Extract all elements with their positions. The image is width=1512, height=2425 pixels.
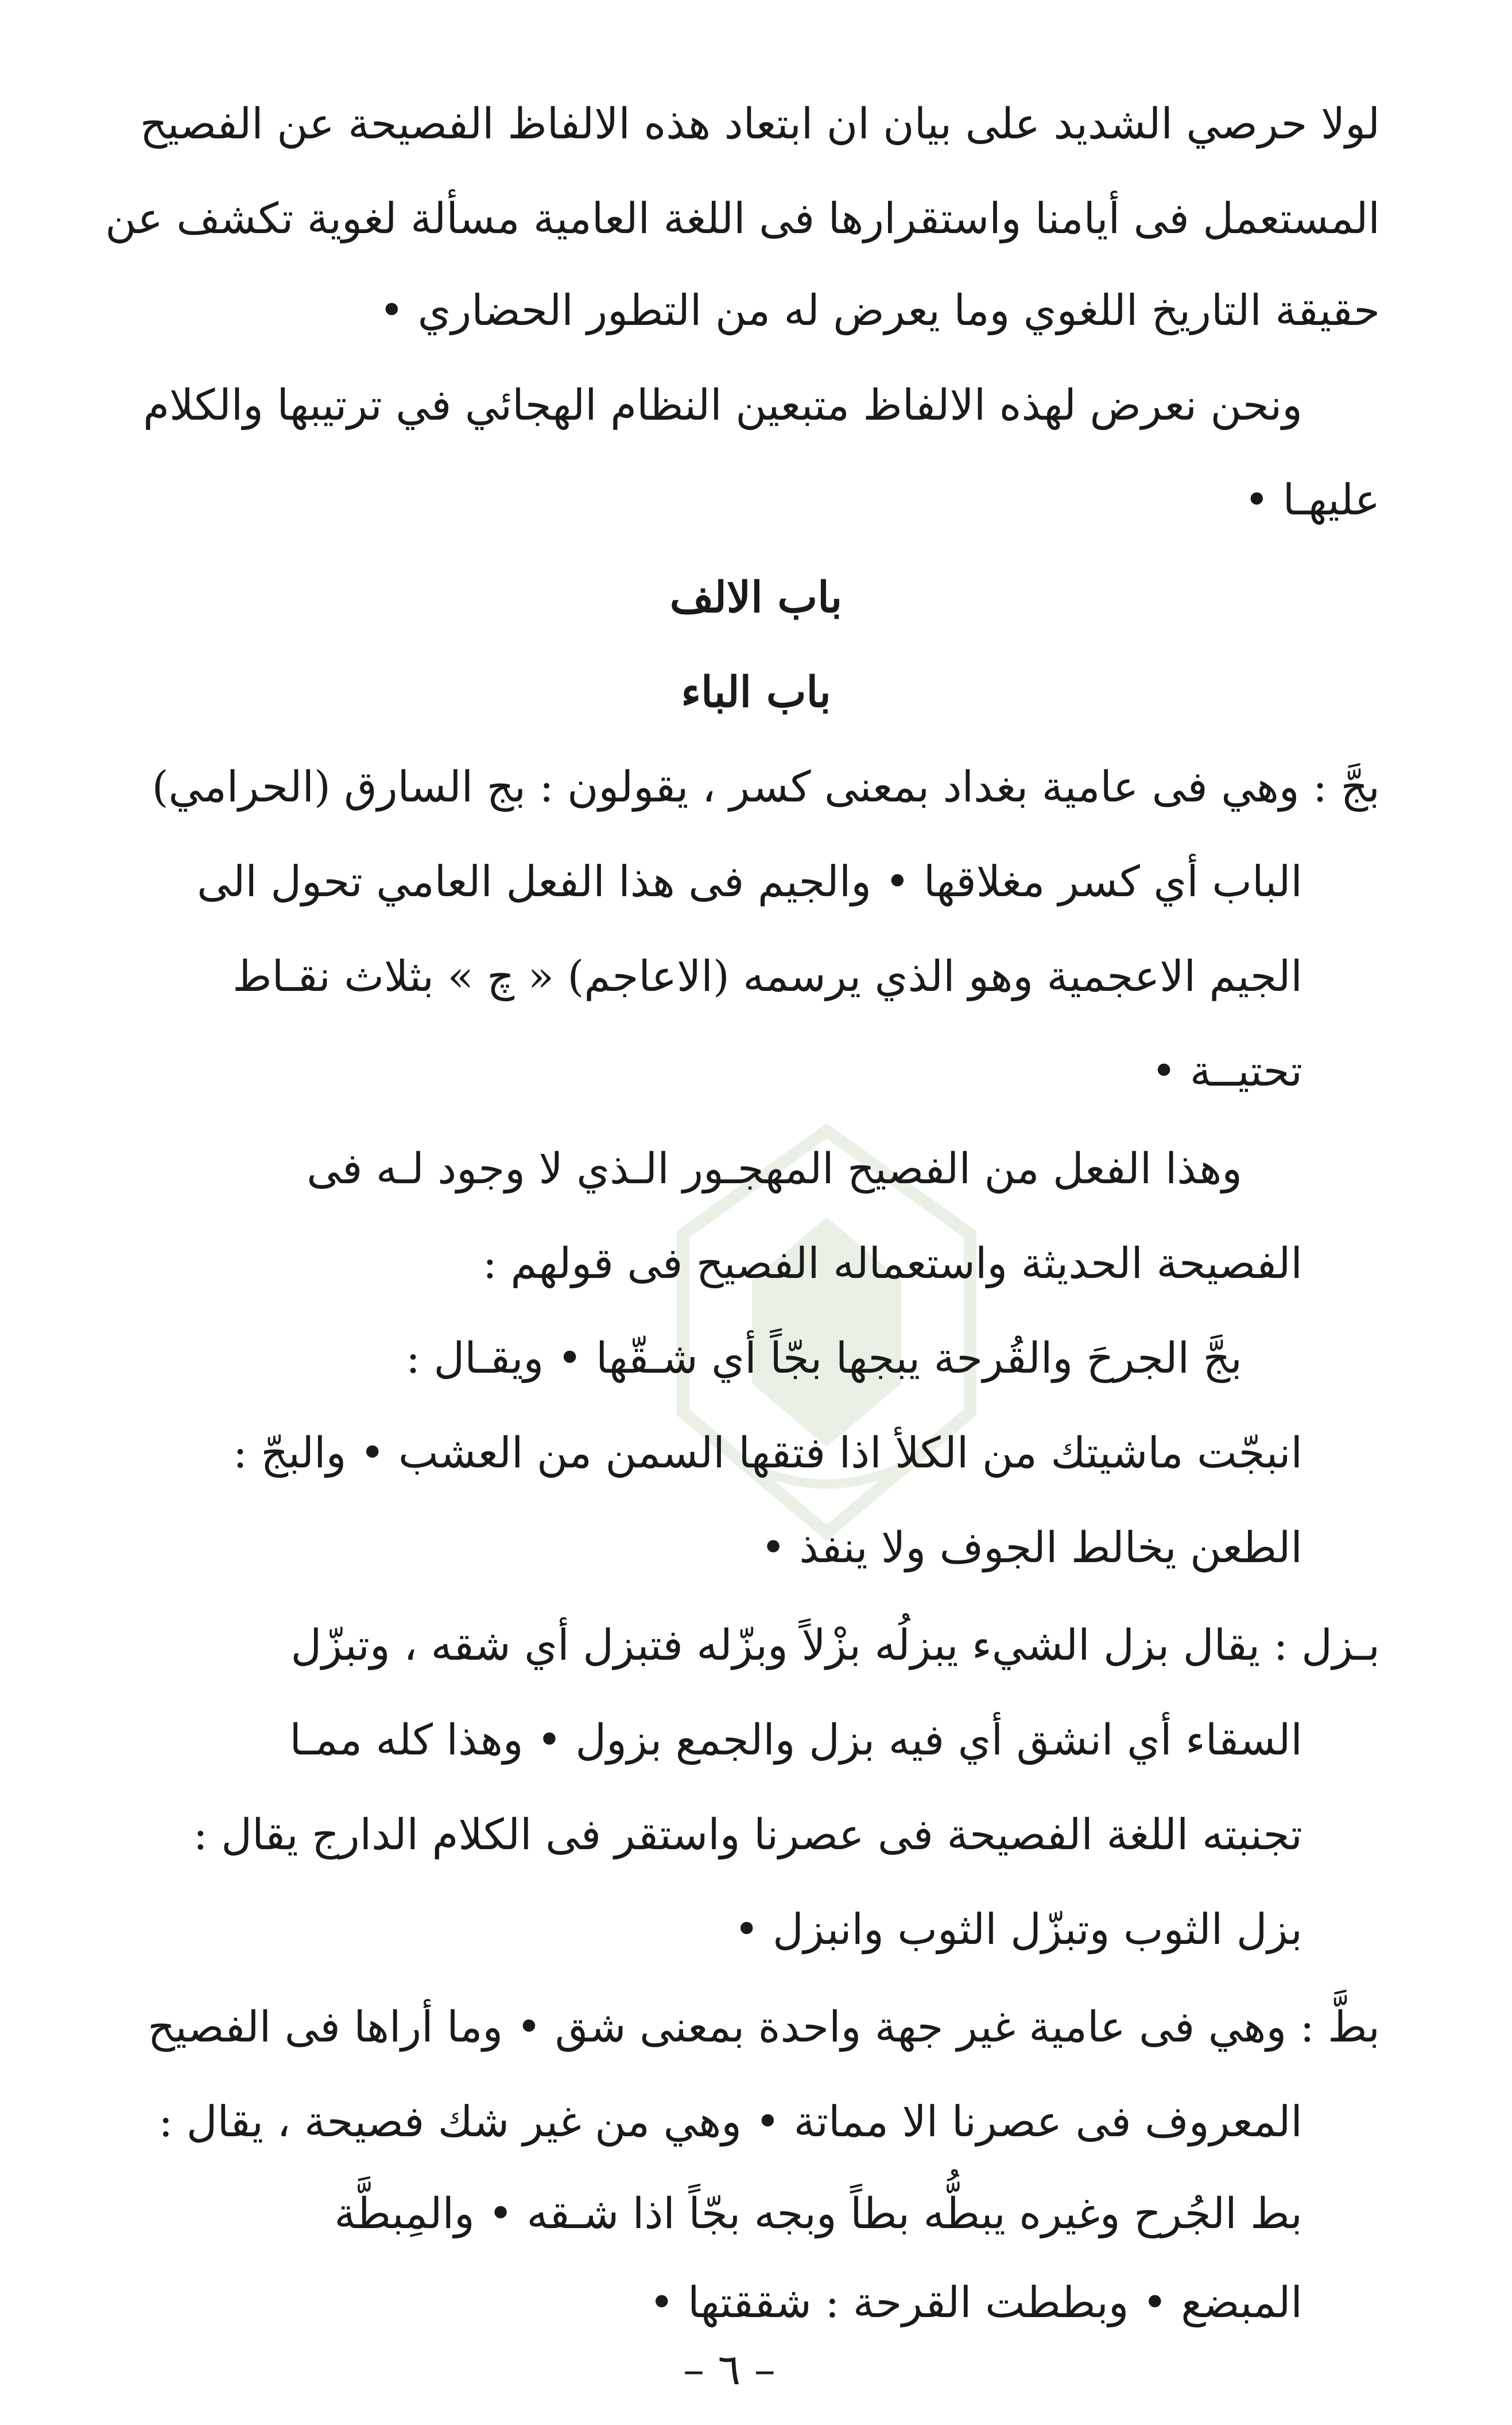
entry-line: السقاء أي انشق أي فيه بزل والجمع بزول • وهذا كله ممـا bbox=[289, 1715, 1302, 1765]
entry-line: الباب أي كسر مغلاقها • والجيم فى هذا الفعل العامي تحول الى bbox=[197, 857, 1302, 907]
entry-line: الطعن يخالط الجوف ولا ينفذ • bbox=[761, 1523, 1302, 1572]
entry-line: الجيم الاعجمية وهو الذي يرسمه (الاعاجم) « چ » بثلاث نقـاط bbox=[232, 952, 1302, 1001]
entry-line: المبضع • وبططت القرحة : شققتها • bbox=[649, 2278, 1302, 2327]
entry-line: انبجّت ماشيتك من الكلأ اذا فتقها السمن من العشب • والبجّ : bbox=[232, 1428, 1302, 1478]
entry-line: بطَّ : وهي فى عامية غير جهة واحدة بمعنى شق • وما أراها فى الفصيح bbox=[148, 2002, 1380, 2052]
page-number: – ٦ – bbox=[683, 2345, 776, 2395]
body-line: المستعمل فى أيامنا واستقرارها فى اللغة العامية مسألة لغوية تكشف عن bbox=[105, 194, 1380, 243]
entry-line: المعروف فى عصرنا الا مماتة • وهي من غير شك فصيحة ، يقال : bbox=[158, 2097, 1302, 2147]
body-line: لولا حرصي الشديد على بيان ان ابتعاد هذه الالفاظ الفصيحة عن الفصيح bbox=[139, 99, 1380, 149]
body-line: ونحن نعرض لهذه الالفاظ متبعين النظام الهجائي في ترتيبها والكلام bbox=[143, 381, 1302, 430]
body-line: حقيقة التاريخ اللغوي وما يعرض له من التطور الحضاري • bbox=[379, 286, 1380, 335]
section-heading-alif: باب الالف bbox=[669, 573, 843, 622]
entry-line: وهذا الفعل من الفصيح المهجـور الـذي لا وجود لـه فى bbox=[307, 1144, 1242, 1194]
body-line: عليهـا • bbox=[1244, 475, 1380, 525]
entry-line: بـزل : يقال بزل الشيء يبزلُه بزْلاً وبزّله فتبزل أي شقه ، وتبزّل bbox=[290, 1621, 1380, 1670]
entry-line: بجَّ : وهي فى عامية بغداد بمعنى كسر ، يقولون : بج السارق (الحرامي) bbox=[152, 762, 1380, 812]
entry-line: تحتيــة • bbox=[1151, 1047, 1302, 1096]
entry-line: بجَّ الجرحَ والقُرحة يبجها بجّاً أي شـقّها • ويقـال : bbox=[406, 1334, 1242, 1383]
entry-line: الفصيحة الحديثة واستعماله الفصيح فى قولهم : bbox=[482, 1239, 1302, 1288]
entry-line: تجنبته اللغة الفصيحة فى عصرنا واستقر فى الكلام الدارج يقال : bbox=[193, 1810, 1302, 1860]
entry-line: بزل الثوب وتبزّل الثوب وانبزل • bbox=[734, 1905, 1302, 1954]
section-heading-ba: باب الباء bbox=[681, 668, 831, 717]
entry-line: بط الجُرح وغيره يبطُّه بطاً وبجه بجّاً اذا شـقه • والمِبطَّة bbox=[334, 2189, 1302, 2238]
